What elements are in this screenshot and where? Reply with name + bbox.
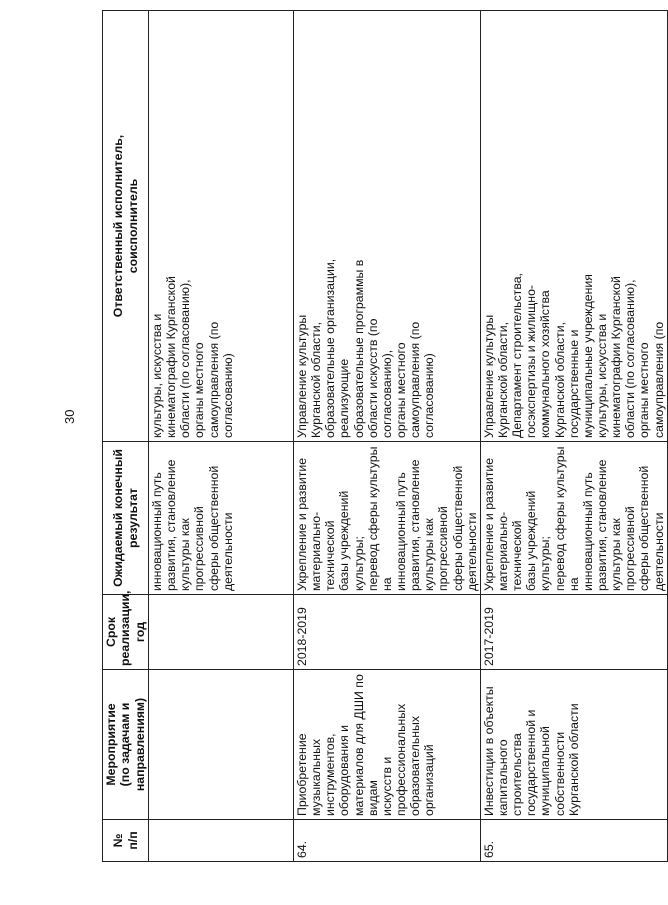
cell-result: Укрепление и развитие материально-технической базы учреждений культуры; перевод сферы культуры на инновационный путь развития, становление культуры как прогрессивной сферы общественной деятельности — [294, 442, 481, 595]
cell-executor: Управление культуры Курганской области, Департамент строительства, госэкспертизы и жилищно- коммунального хозяйства Курганской области, государственные и муниципальные учреждения культуры, искусства и кинематографии Курганской области (по согласованию), органы местного самоуправления (по — [480, 11, 667, 442]
cell-result: Укрепление и развитие материально-технической базы учреждений культуры; перевод сферы культуры на инновационный путь развития, становление культуры как прогрессивной сферы общественной деятельности — [480, 442, 667, 595]
cell-result: инновационный путь развития, становление культуры как прогрессивной сферы общественной деятельности — [149, 442, 294, 595]
header-executor: Ответственный исполнитель, соисполнитель — [103, 11, 149, 442]
rotated-table-container — [102, 12, 666, 862]
cell-activity: Инвестиции в объекты капитального строительства государственной и муниципальной собственности Курганской области — [480, 670, 667, 820]
table-row — [294, 11, 481, 862]
cell-term — [149, 595, 294, 670]
cell-num — [149, 820, 294, 862]
header-result: Ожидаемый конечный результат — [103, 442, 149, 595]
table-row — [480, 11, 667, 862]
cell-num: 64. — [294, 820, 481, 862]
cell-executor: культуры, искусства и кинематографии Курганской области (по согласованию), органы местного самоуправления (по согласованию) — [149, 11, 294, 442]
header-num: № п/п — [103, 820, 149, 862]
table-header-row — [103, 11, 149, 862]
header-term: Срок реализации, год — [103, 595, 149, 670]
header-activity: Мероприятие (по задачам и направлениям) — [103, 670, 149, 820]
cell-num: 65. — [480, 820, 667, 862]
table-row — [149, 11, 294, 862]
cell-term: 2017-2019 — [480, 595, 667, 670]
cell-executor: Управление культуры Курганской области, образовательные организации, реализующие образовательные программы в области искусств (по согласованию), органы местного самоуправления (по согласованию) — [294, 11, 481, 442]
page-number: 30 — [62, 409, 77, 424]
cell-activity: Приобретение музыкальных инструментов, оборудования и материалов для ДШИ по видам искусств и профессиональных образовательных организаций — [294, 670, 481, 820]
cell-activity — [149, 670, 294, 820]
activities-table — [102, 10, 668, 862]
cell-term: 2018-2019 — [294, 595, 481, 670]
